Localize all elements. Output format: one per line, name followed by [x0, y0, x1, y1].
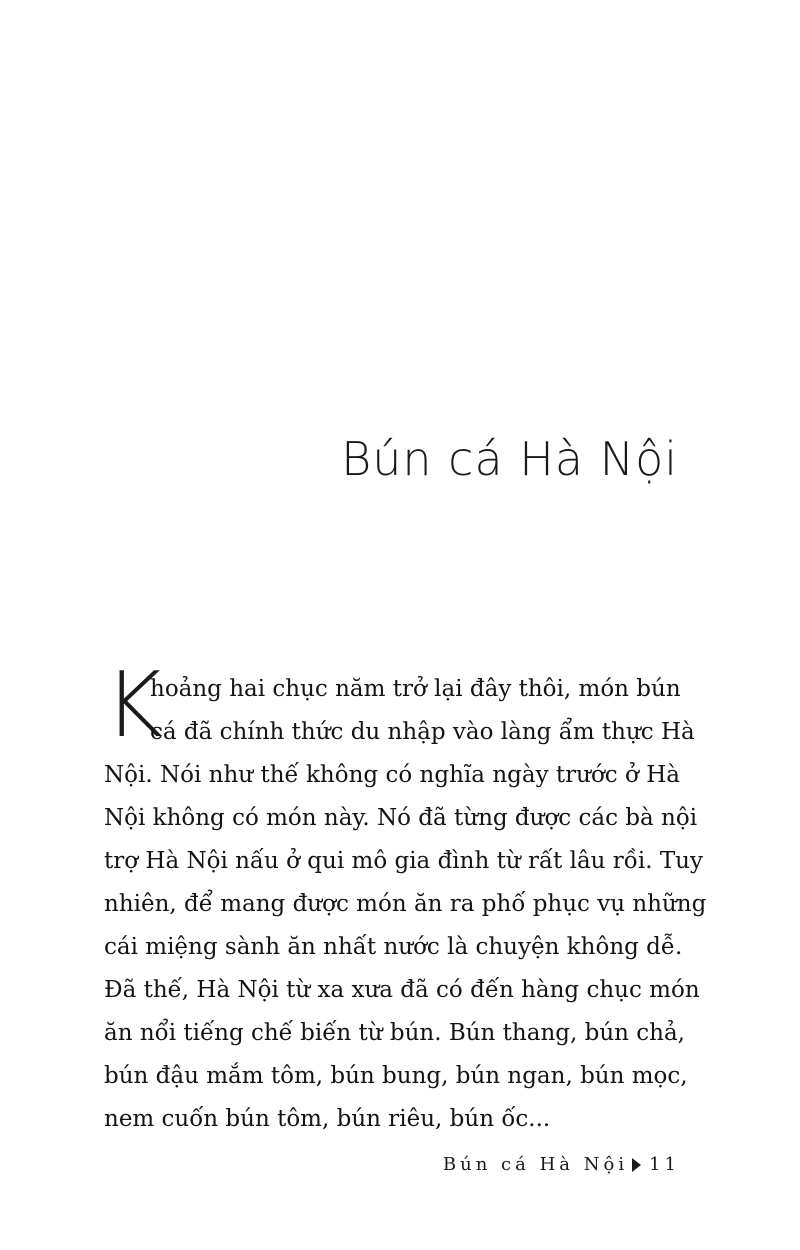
article-body: [104, 653, 707, 1141]
chapter-title: Bún cá Hà Nội: [341, 432, 678, 486]
text-line: bún đậu mắm tôm, bún bung, bún ngan, bún mọc,: [104, 1063, 688, 1089]
text-line: Nội không có món này. Nó đã từng được các bà nội: [104, 805, 698, 831]
text-line: cái miệng sành ăn nhất nước là chuyện không dễ.: [104, 934, 683, 960]
running-title: Bún cá Hà Nội: [442, 1154, 629, 1175]
text-line: ăn nổi tiếng chế biến từ bún. Bún thang, bún chả,: [104, 1020, 685, 1046]
running-footer: [443, 1154, 680, 1175]
text-line: cá đã chính thức du nhập vào làng ẩm thực Hà: [150, 719, 695, 745]
page-number: 11: [649, 1154, 680, 1175]
drop-cap: K: [104, 653, 164, 758]
text-line: nem cuốn bún tôm, bún riêu, bún ốc...: [104, 1106, 551, 1132]
text-line: Nội. Nói như thế không có nghĩa ngày trước ở Hà: [104, 762, 680, 788]
text-line: trợ Hà Nội nấu ở qui mô gia đình từ rất lâu rồi. Tuy: [104, 848, 703, 874]
text-line: Đã thế, Hà Nội từ xa xưa đã có đến hàng chục món: [104, 977, 700, 1003]
play-triangle-icon: [632, 1158, 641, 1172]
text-line: hoảng hai chục năm trở lại đây thôi, món bún: [150, 676, 681, 702]
text-line: nhiên, để mang được món ăn ra phố phục vụ những: [104, 891, 707, 917]
